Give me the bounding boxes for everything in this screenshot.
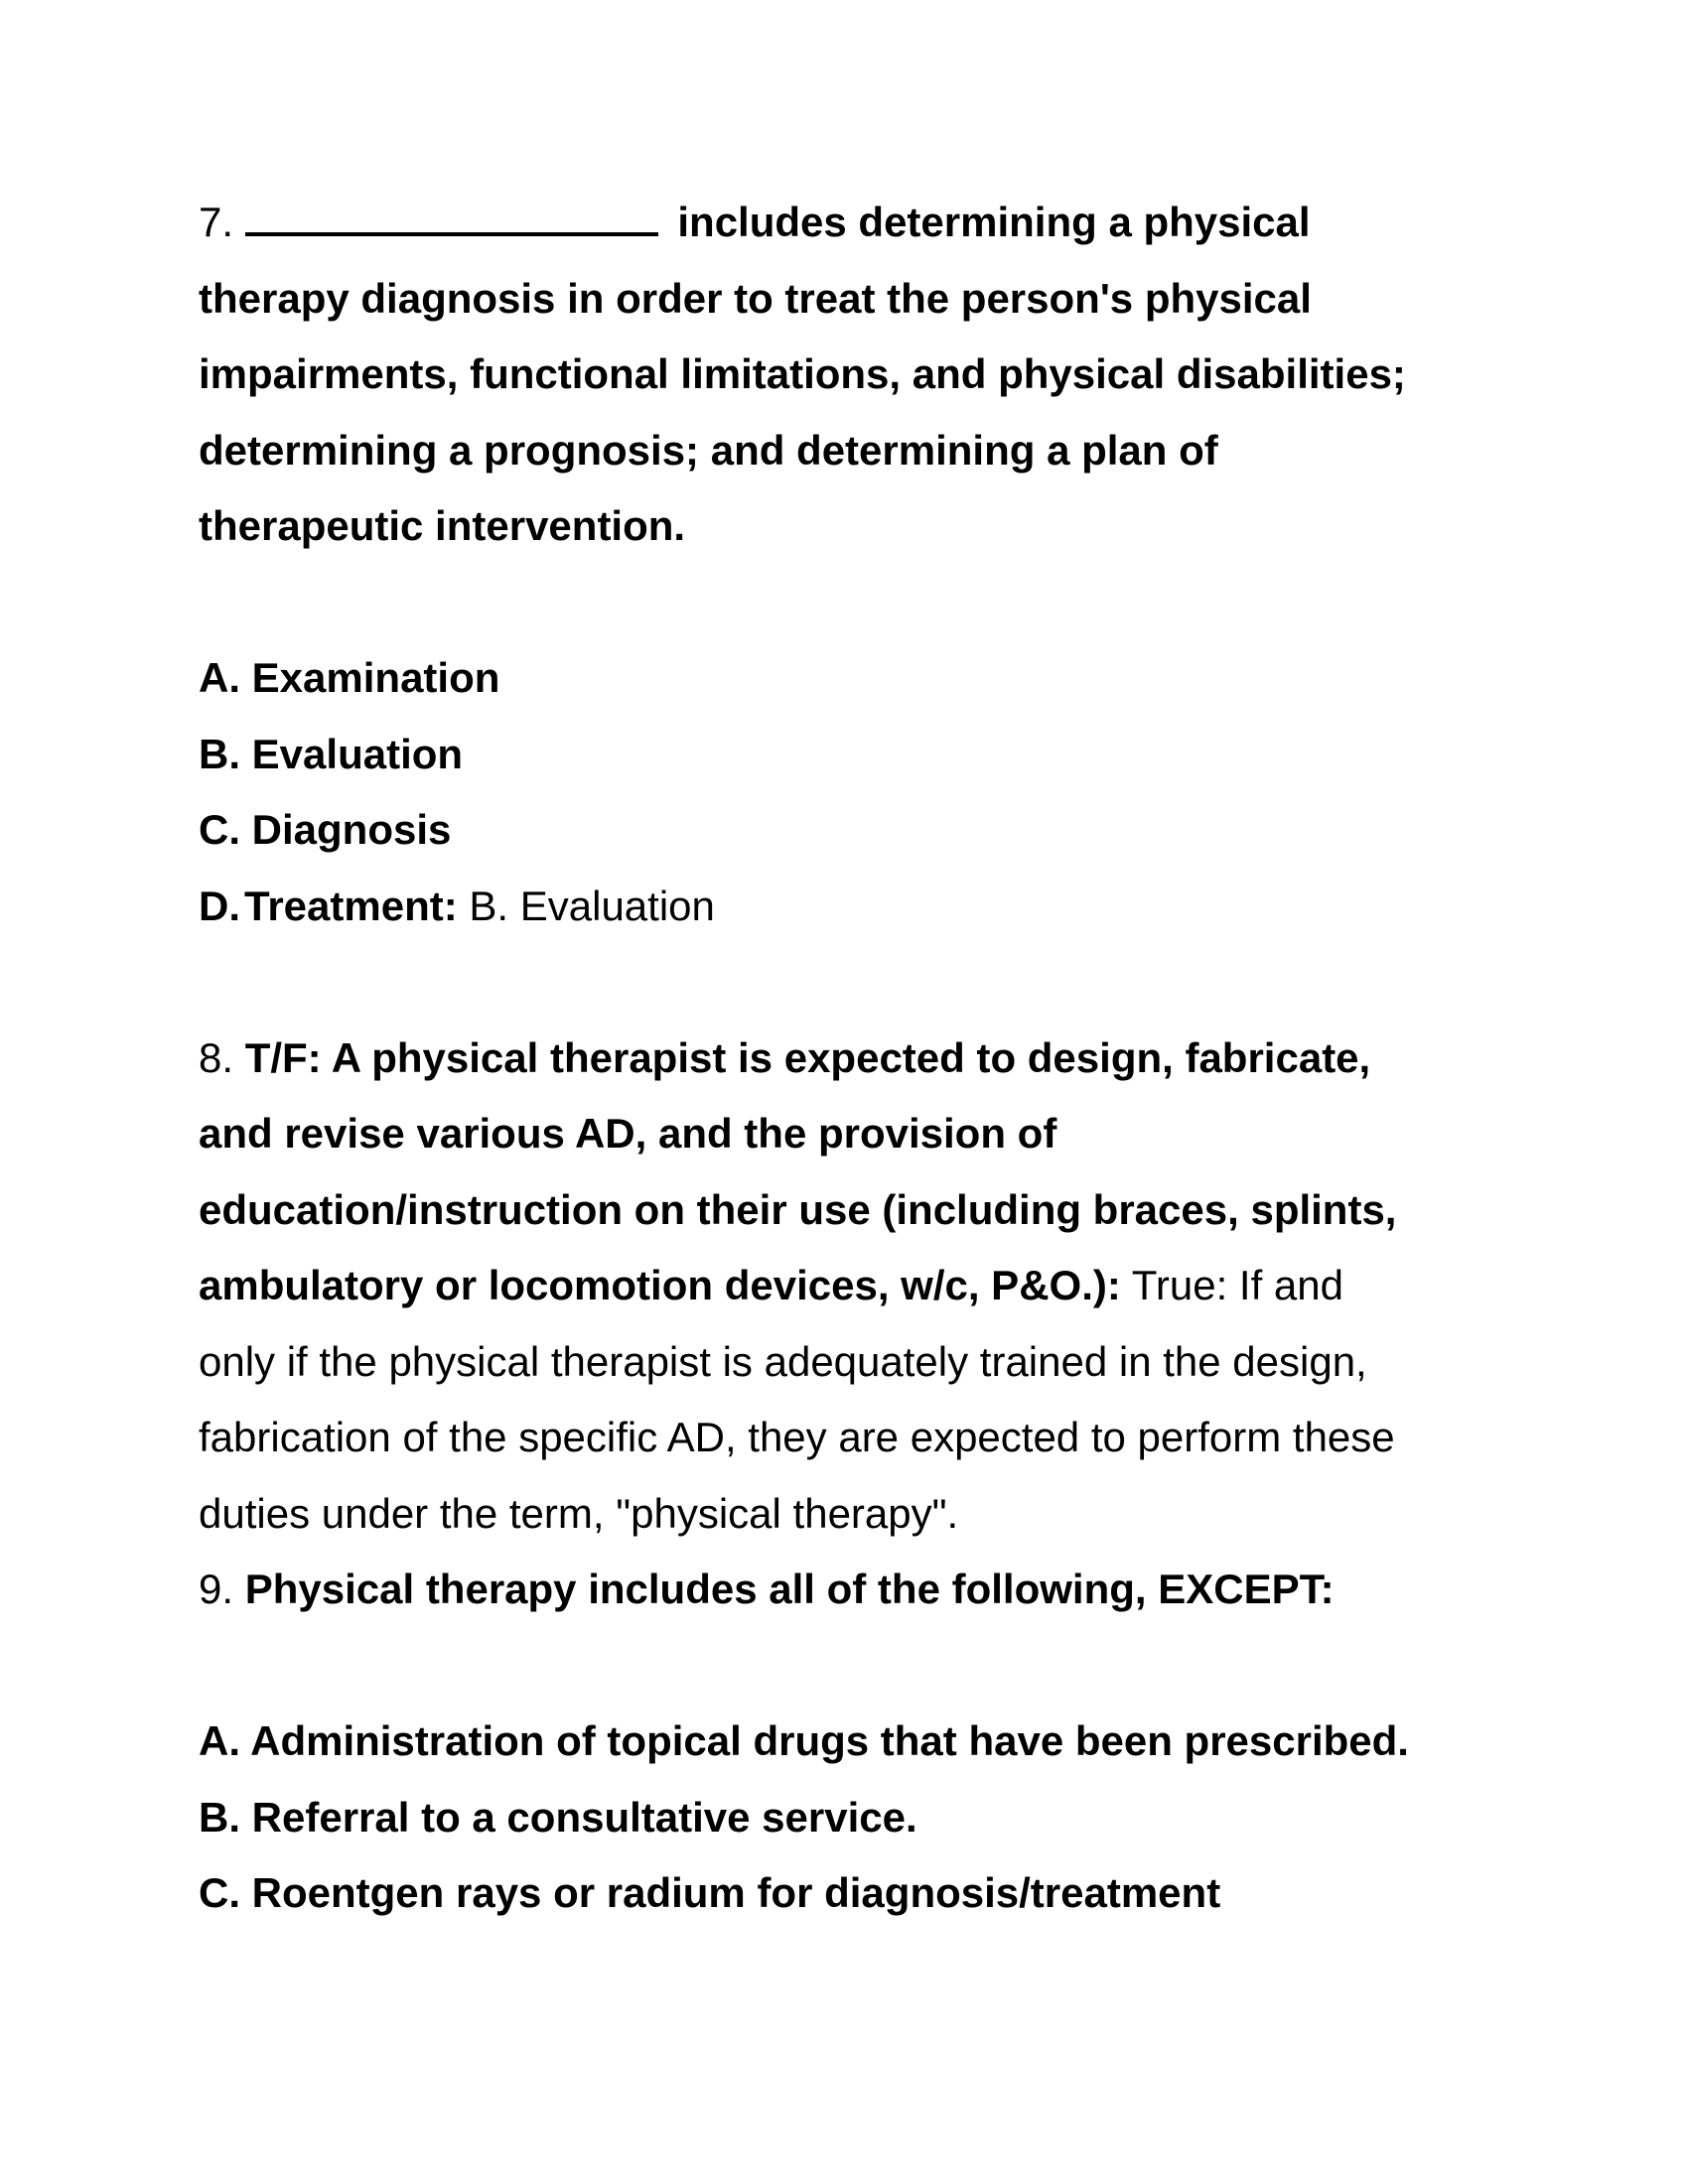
q9-text: Physical therapy includes all of the following, EXCEPT: <box>244 1566 1335 1612</box>
q7-option-d <box>199 869 1489 945</box>
q9-number: 9. <box>199 1566 234 1612</box>
q8-answer-7: duties under the term, "physical therapy". <box>199 1489 959 1537</box>
q9-option-c: C. Roentgen rays or radium for diagnosis/treatment <box>199 1869 1221 1916</box>
spacer <box>199 944 1489 1021</box>
q8-text-3: education/instruction on their use (including braces, splints, <box>199 1185 1397 1233</box>
q8-answer-5: only if the physical therapist is adequately trained in the design, <box>199 1337 1367 1385</box>
q7-option-a: A. Examination <box>199 654 500 701</box>
q8-answer-4: True: If and <box>1131 1262 1343 1308</box>
q8-answer-6: fabrication of the specific AD, they are expected to perform these <box>199 1414 1395 1460</box>
q7-text-4: determining a prognosis; and determining a plan of <box>199 426 1218 474</box>
q8-text-2: and revise various AD, and the provision of <box>199 1110 1057 1157</box>
q7-option-c: C. Diagnosis <box>199 806 452 853</box>
spacer <box>199 565 1489 641</box>
q9-option-a: A. Administration of topical drugs that have been prescribed. <box>199 1717 1409 1764</box>
q7-option-d-label: D. <box>199 882 240 929</box>
q8-line-4 <box>199 1248 1489 1324</box>
q7-option-d-text: Treatment: <box>244 882 458 929</box>
spacer <box>199 1628 1489 1705</box>
q7-line-1 <box>199 185 1489 261</box>
q7-text-3: impairments, functional limitations, and physical disabilities; <box>199 350 1406 397</box>
answer-blank <box>245 203 658 236</box>
q9-option-b: B. Referral to a consultative service. <box>199 1793 917 1841</box>
q7-answer: B. Evaluation <box>469 882 715 929</box>
q8-number: 8. <box>199 1033 234 1081</box>
q7-text-5: therapeutic intervention. <box>199 502 686 549</box>
q7-number: 7. <box>199 199 234 245</box>
q8-line-1 <box>199 1021 1489 1097</box>
q8-text-1: T/F: A physical therapist is expected to design, fabricate, <box>244 1033 1371 1081</box>
q8-text-4: ambulatory or locomotion devices, w/c, P&O.): <box>199 1262 1121 1308</box>
document-page <box>199 185 1489 1932</box>
q7-text-2: therapy diagnosis in order to treat the person's physical <box>199 274 1312 322</box>
q7-option-b: B. Evaluation <box>199 730 464 777</box>
q9-line-1 <box>199 1552 1489 1628</box>
q7-text-1: includes determining a physical <box>677 199 1311 245</box>
